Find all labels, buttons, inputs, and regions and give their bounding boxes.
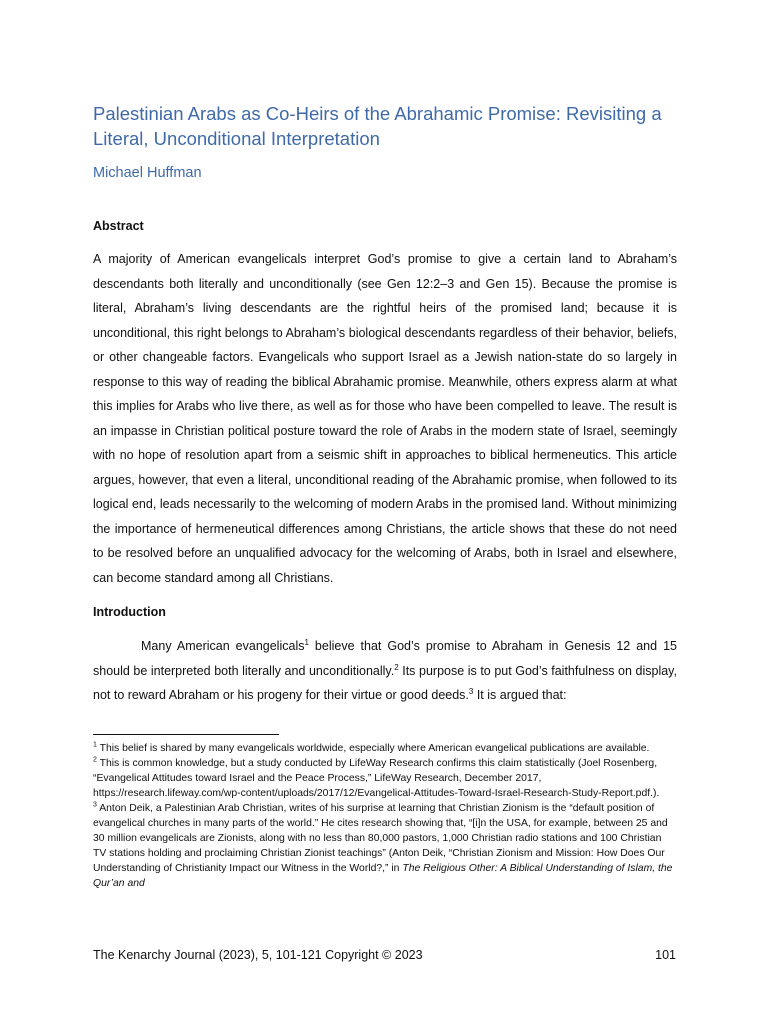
article-title: Palestinian Arabs as Co-Heirs of the Abrahamic Promise: Revisiting a Literal, Unconditional Interpretation [93, 103, 662, 149]
footnote-ref-3[interactable]: 3 [468, 686, 474, 696]
footnote-2 [93, 756, 677, 801]
footnotes [93, 741, 677, 891]
abstract-text: A majority of American evangelicals interpret God’s promise to give a certain land to Abraham’s descendants both literally and unconditionally (see Gen 12:2–3 and Gen 15). Because the promise is literal, Abraham’s living descendants are the rightful heirs of the promised land; because it is unconditional, this right belongs to Abraham’s biological descendants regardless of their behavior, beliefs, or other changeable factors. Evangelicals who support Israel as a Jewish nation-state do so largely in response to this way of reading the biblical Abrahamic promise. Meanwhile, others express alarm at what this implies for Arabs who live there, as well as for those who have been compelled to leave. The result is an impasse in Christian political posture toward the role of Arabs in the modern state of Israel, seemingly with no hope of resolution apart from a seismic shift in approaches to biblical hermeneutics. This article argues, however, that even a literal, unconditional reading of the Abrahamic promise, when followed to its logical end, leads necessarily to the welcoming of modern Arabs in the promised land. Without minimizing the importance of hermeneutical differences among Christians, the article shows that these do not need to be resolved before an unqualified advocacy for the welcoming of Arabs, both in Israel and elsewhere, can become standard among all Christians. [93, 252, 677, 585]
introduction-paragraph [93, 634, 677, 708]
footnote-separator [93, 734, 279, 735]
footnote-text-1: This belief is shared by many evangelicals worldwide, especially where American evangelical publications are available. [96, 743, 650, 754]
footnote-text-2: This is common knowledge, but a study conducted by LifeWay Research confirms this claim statistically (Joel Rosenberg, “Evangelical Attitudes toward Israel and the Peace Process,” LifeWay Research, December 2017, https://research.lifeway.com/wp-content/uploads/2017/12/Evangelical-Attitudes-Toward-Israel-Research-Study-Report.pdf.). [93, 758, 660, 799]
intro-text-2: believe that God’s promise to Abraham in Genesis 12 and 15 should be interpreted both literally and unconditionally. [93, 639, 677, 678]
page-number: 101 [655, 948, 676, 962]
footnote-number-2: 2 [93, 756, 97, 764]
footnote-number-3: 3 [93, 801, 97, 809]
intro-text-3: Its purpose is to put God’s faithfulness on display, not to reward Abraham or his progeny for their virtue or good deeds. [93, 663, 677, 702]
footnote-3-book-title: The Religious Other: A Biblical Understanding of Islam, the Qur’an and [93, 863, 673, 889]
footnote-1 [93, 741, 677, 756]
intro-text-4: It is argued that: [473, 688, 567, 702]
footnote-number-1: 1 [93, 741, 97, 749]
footnote-ref-2[interactable]: 2 [394, 662, 399, 672]
article-author: Michael Huffman [93, 165, 202, 181]
abstract-heading: Abstract [93, 219, 144, 233]
footnote-3 [93, 801, 677, 891]
footnote-ref-1[interactable]: 1 [304, 637, 309, 647]
footnote-text-3: Anton Deik, a Palestinian Arab Christian, writes of his surprise at learning that Christian Zionism is the “default position of evangelical churches in many parts of the world.” He cites research showing that, “[i]n the USA, for example, between 25 and 30 million evangelicals are Zionists, along with no less than 80,000 pastors, 1,000 Christian radio stations and 100 Christian TV stations holding and proclaiming Christian Zionist teachings” (Anton Deik, “Christian Zionism and Mission: How Does Our Understanding of Christianity Impact our Witness in the World?,” in [93, 803, 668, 874]
journal-citation: The Kenarchy Journal (2023), 5, 101-121 Copyright © 2023 [93, 948, 423, 962]
intro-text-1: Many American evangelicals [141, 639, 305, 653]
introduction-heading: Introduction [93, 605, 166, 619]
